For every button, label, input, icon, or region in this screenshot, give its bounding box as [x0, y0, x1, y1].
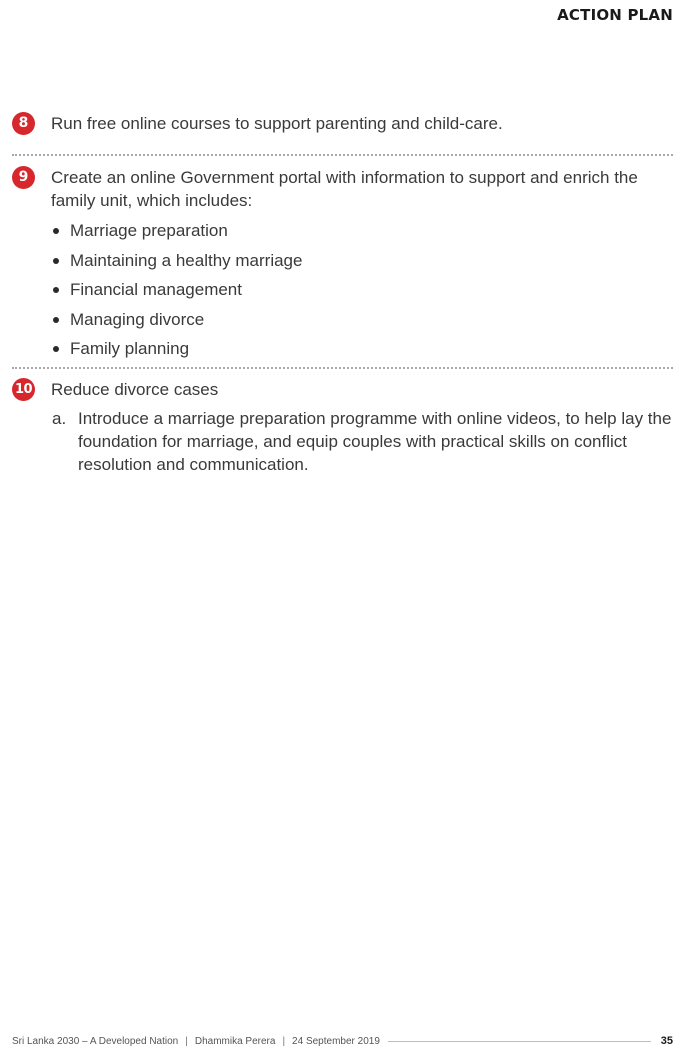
bullet-icon	[53, 258, 59, 264]
page-number: 35	[660, 1035, 673, 1047]
sub-item	[51, 407, 673, 476]
bullet-icon	[53, 228, 59, 234]
bullet-icon	[53, 346, 59, 352]
action-item-9	[12, 166, 673, 367]
list-item	[51, 249, 673, 279]
footer-author: Dhammika Perera	[194, 1035, 276, 1047]
list-item-text: Marriage preparation	[70, 221, 228, 240]
footer-date: 24 September 2019	[292, 1035, 380, 1047]
bullet-list	[51, 219, 673, 367]
footer-title: Sri Lanka 2030 – A Developed Nation	[12, 1035, 179, 1047]
footer-separator: |	[282, 1035, 286, 1047]
page-footer	[12, 1033, 673, 1049]
sub-item-text: Introduce a marriage preparation programme with online videos, to help lay the foundation for marriage, and equip couples with practical skills on conflict resolution and communication.	[78, 409, 672, 474]
list-item-text: Family planning	[70, 339, 190, 359]
action-text: Reduce divorce cases	[51, 380, 219, 399]
list-item	[51, 219, 673, 249]
dotted-divider	[12, 154, 673, 156]
action-number-badge: 9	[12, 166, 35, 189]
list-item-text: Financial management	[70, 280, 242, 300]
sub-item-list	[51, 407, 673, 476]
action-number-badge: 8	[12, 112, 35, 135]
action-number-badge: 10	[12, 378, 35, 401]
dotted-divider	[12, 367, 673, 369]
bullet-icon	[53, 287, 59, 293]
bullet-icon	[53, 317, 59, 323]
list-item	[51, 308, 673, 338]
sub-item-marker: a.	[52, 409, 67, 428]
footer-rule	[388, 1041, 651, 1042]
list-item	[51, 337, 673, 367]
list-item	[51, 278, 673, 308]
footer-separator: |	[185, 1035, 188, 1047]
section-heading: ACTION PLAN	[557, 6, 673, 24]
action-text: Create an online Government portal with information to support and enrich the family unit, which includes:	[51, 168, 638, 210]
action-item-8	[12, 112, 673, 135]
action-text: Run free online courses to support parenting and child-care.	[51, 114, 503, 133]
action-item-10	[12, 378, 673, 476]
list-item-text: Maintaining a healthy marriage	[70, 250, 303, 270]
list-item-text: Managing divorce	[70, 309, 205, 329]
